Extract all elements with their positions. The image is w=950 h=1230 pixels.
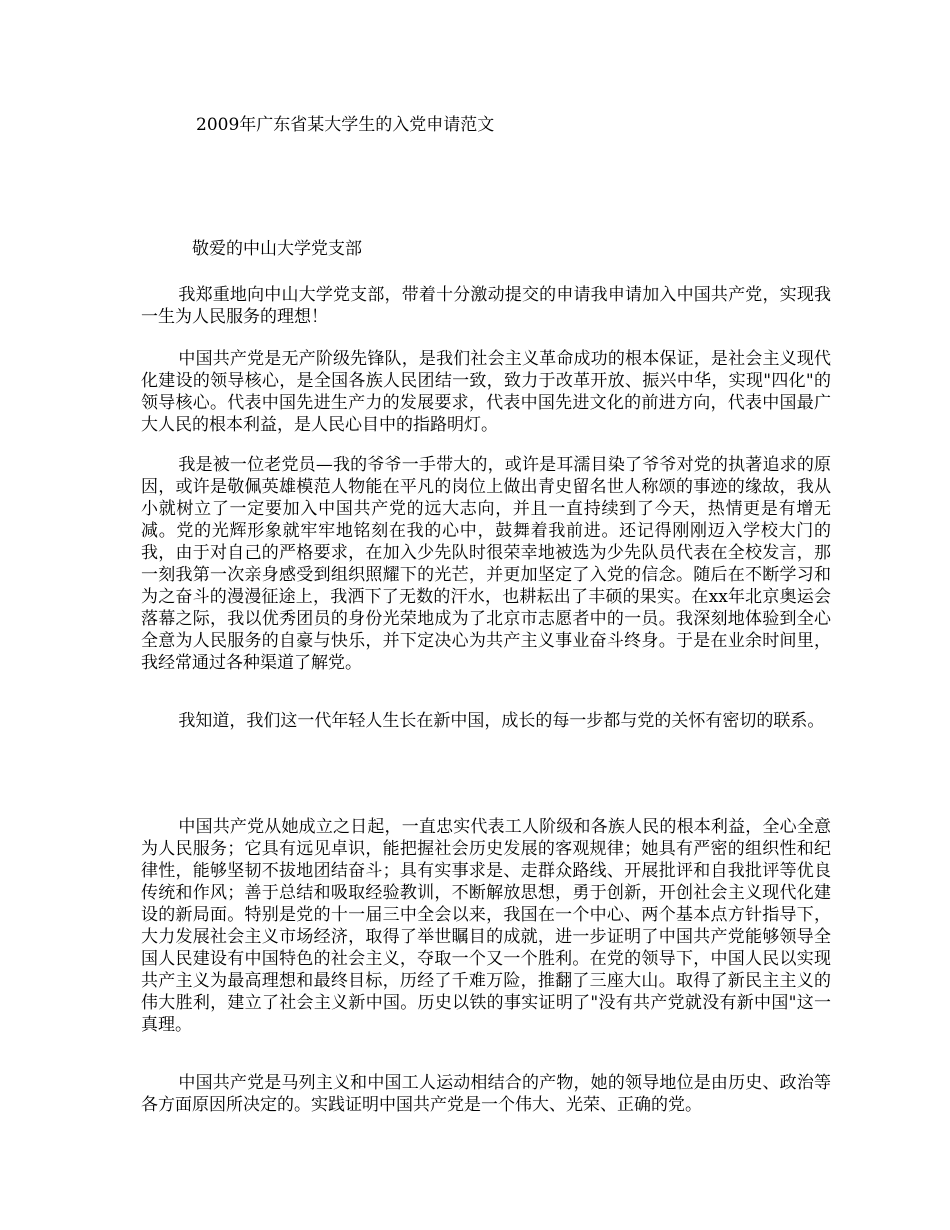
- paragraph-3: 我是被一位老党员—我的爷爷一手带大的，或许是耳濡目染了爷爷对党的执著追求的原因，或许是敬佩英雄模范人物能在平凡的岗位上做出青史留名世人称颂的事迹的缘故，我从小就树立了一定要加入中国共产党的远大志向，并且一直持续到了今天，热情更是有增无减。党的光辉形象就牢牢地铭刻在我的心中，鼓舞着我前进。还记得刚刚迈入学校大门的我，由于对自己的严格要求，在加入少先队时很荣幸地被选为少先队员代表在全校发言，那一刻我第一次亲身感受到组织照耀下的光芒，并更加坚定了入党的信念。随后在不断学习和为之奋斗的漫漫征途上，我洒下了无数的汗水，也耕耘出了丰硕的果实。在xx年北京奥运会落幕之际，我以优秀团员的身份光荣地成为了北京市志愿者中的一员。我深刻地体验到全心全意为人民服务的自豪与快乐，并下定决心为共产主义事业奋斗终身。于是在业余时间里，我经常通过各种渠道了解党。: [141, 455, 831, 673]
- paragraph-4: 我知道，我们这一代年轻人生长在新中国，成长的每一步都与党的关怀有密切的联系。: [178, 711, 825, 731]
- paragraph-6: 中国共产党是马列主义和中国工人运动相结合的产物，她的领导地位是由历史、政治等各方面原因所决定的。实践证明中国共产党是一个伟大、光荣、正确的党。: [141, 1073, 831, 1115]
- salutation: 敬爱的中山大学党支部: [192, 239, 362, 259]
- document-title: 2009年广东省某大学生的入党申请范文: [196, 115, 495, 135]
- paragraph-5: 中国共产党从她成立之日起，一直忠实代表工人阶级和各族人民的根本利益，全心全意为人民服务；它具有远见卓识，能把握社会历史发展的客观规律；她具有严密的组织性和纪律性，能够坚韧不拔地团结奋斗；具有实事求是、走群众路线、开展批评和自我批评等优良传统和作风；善于总结和吸取经验教训，不断解放思想，勇于创新，开创社会主义现代化建设的新局面。特别是党的十一届三中全会以来，我国在一个中心、两个基本点方针指导下，大力发展社会主义市场经济，取得了举世瞩目的成就，进一步证明了中国共产党能够领导全国人民建设有中国特色的社会主义，夺取一个又一个胜利。在党的领导下，中国人民以实现共产主义为最高理想和最终目标，历经了千难万险，推翻了三座大山。取得了新民主主义的伟大胜利，建立了社会主义新中国。历史以铁的事实证明了"没有共产党就没有新中国"这一真理。: [141, 817, 831, 1035]
- paragraph-2: 中国共产党是无产阶级先锋队，是我们社会主义革命成功的根本保证，是社会主义现代化建设的领导核心，是全国各族人民团结一致，致力于改革开放、振兴中华，实现"四化"的领导核心。代表中国先进生产力的发展要求，代表中国先进文化的前进方向，代表中国最广大人民的根本利益，是人民心目中的指路明灯。: [141, 349, 831, 435]
- paragraph-1: 我郑重地向中山大学党支部，带着十分激动提交的申请我申请加入中国共产党，实现我一生为人民服务的理想！: [141, 285, 831, 327]
